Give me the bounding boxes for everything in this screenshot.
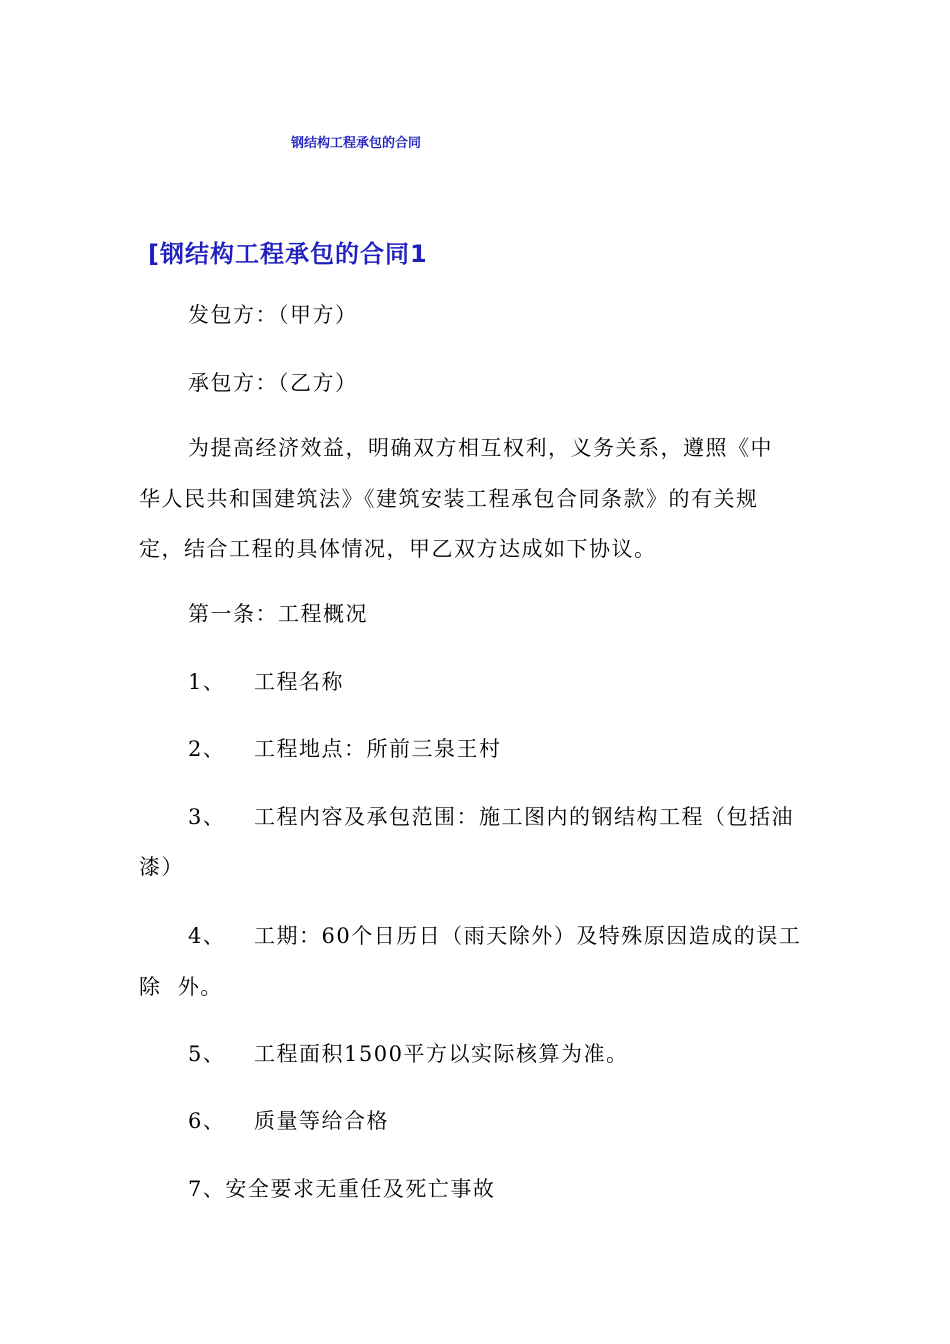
list-item	[188, 922, 801, 950]
item-text: 工程面积1500平方以实际核算为准。	[254, 1042, 629, 1066]
list-item	[188, 1040, 628, 1068]
item-7-line: 7、安全要求无重任及死亡事故	[188, 1177, 496, 1201]
item-number: 5、	[188, 1042, 226, 1066]
item-continuation: 除 外。	[139, 975, 223, 999]
item-number: 1、	[188, 670, 226, 694]
preamble-line-1: 为提高经济效益，明确双方相互权利，义务关系，遵照《中	[188, 436, 773, 460]
preamble-line-2: 华人民共和国建筑法》《建筑安装工程承包合同条款》的有关规	[139, 487, 759, 511]
preamble-line-3: 定，结合工程的具体情况，甲乙双方达成如下协议。	[139, 537, 657, 561]
list-item	[188, 1107, 389, 1135]
item-number: 4、	[188, 924, 226, 948]
item-text: 工程内容及承包范围：施工图内的钢结构工程（包括油	[254, 805, 794, 829]
running-header: 钢结构工程承包的合同	[291, 136, 422, 151]
item-number: 3、	[188, 805, 226, 829]
contractor-line: 承包方：（乙方）	[188, 371, 358, 395]
item-text: 工程名称	[254, 670, 344, 694]
list-item	[188, 668, 344, 696]
employer-line: 发包方：（甲方）	[188, 303, 358, 327]
item-text: 工期：60个日历日（雨天除外）及特殊原因造成的误工	[254, 924, 802, 948]
item-number: 6、	[188, 1109, 226, 1133]
list-item	[188, 735, 502, 763]
list-item	[188, 803, 794, 831]
item-number: 2、	[188, 737, 226, 761]
item-text: 工程地点：所前三泉王村	[254, 737, 502, 761]
item-continuation: 漆）	[139, 855, 184, 879]
item-text: 质量等给合格	[254, 1109, 389, 1133]
document-title: [钢结构工程承包的合同1	[148, 240, 428, 268]
article-heading: 第一条：工程概况	[188, 602, 368, 626]
